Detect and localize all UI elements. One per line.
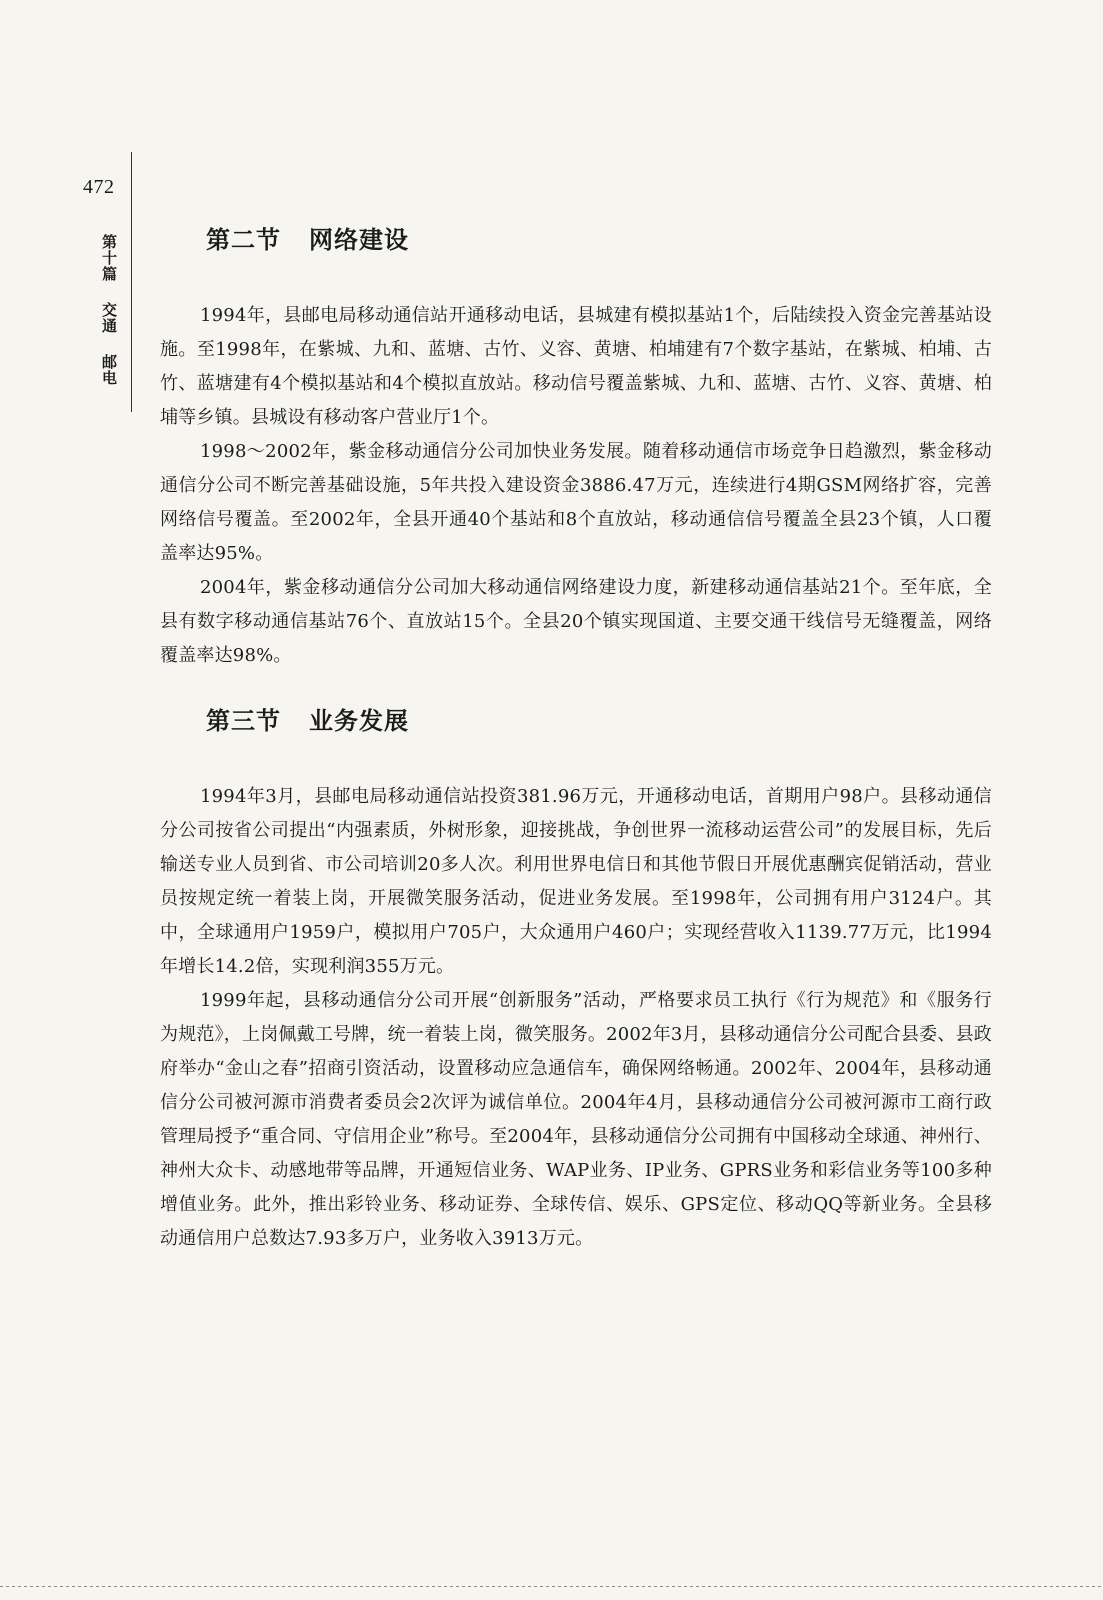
paragraph: 2004年，紫金移动通信分公司加大移动通信网络建设力度，新建移动通信基站21个。至年底，全县有数字移动通信基站76个、直放站15个。全县20个镇实现国道、主要交通干线信号无缝覆盖，网络覆盖率达98%。 — [160, 577, 992, 666]
running-head — [88, 234, 118, 386]
section-heading-business — [206, 701, 992, 736]
running-head-part: 第十篇 — [100, 234, 118, 282]
page-number: 472 — [83, 176, 115, 198]
paragraph: 1994年，县邮电局移动通信站开通移动电话，县城建有模拟基站1个，后陆续投入资金完善基站设施。至1998年，在紫城、九和、蓝塘、古竹、义容、黄塘、柏埔建有7个数字基站，在紫城、柏埔、古竹、蓝塘建有4个模拟基站和4个模拟直放站。移动信号覆盖紫城、九和、蓝塘、古竹、义容、黄塘、柏埔等乡镇。县城设有移动客户营业厅1个。 — [160, 305, 992, 428]
section-number: 第二节 — [206, 226, 281, 254]
section-body-network — [160, 299, 992, 673]
section-heading-network — [206, 220, 992, 255]
paragraph: 1998～2002年，紫金移动通信分公司加快业务发展。随着移动通信市场竞争日趋激烈，紫金移动通信分公司不断完善基础设施，5年共投入建设资金3886.47万元，连续进行4期GSM网络扩容，完善网络信号覆盖。至2002年，全县开通40个基站和8个直放站，移动通信信号覆盖全县23个镇，人口覆盖率达95%。 — [160, 441, 992, 564]
section-number: 第三节 — [206, 707, 281, 735]
page-content — [160, 220, 992, 1256]
section-body-business — [160, 780, 992, 1256]
running-head-chapter2: 邮电 — [100, 354, 118, 387]
paragraph: 1999年起，县移动通信分公司开展“创新服务”活动，严格要求员工执行《行为规范》和《服务行为规范》，上岗佩戴工号牌，统一着装上岗，微笑服务。2002年3月，县移动通信分公司配合县委、县政府举办“金山之春”招商引资活动，设置移动应急通信车，确保网络畅通。2002年、2004年，县移动通信分公司被河源市消费者委员会2次评为诚信单位。2004年4月，县移动通信分公司被河源市工商行政管理局授予“重合同、守信用企业”称号。至2004年，县移动通信分公司拥有中国移动全球通、神州行、神州大众卡、动感地带等品牌，开通短信业务、WAP业务、IP业务、GPRS业务和彩信业务等100多种增值业务。此外，推出彩铃业务、移动证券、全球传信、娱乐、GPS定位、移动QQ等新业务。全县移动通信用户总数达7.93多万户，业务收入3913万元。 — [160, 990, 992, 1249]
running-head-chapter1: 交通 — [100, 302, 118, 335]
margin-rule — [131, 152, 132, 412]
section-title: 业务发展 — [309, 707, 409, 735]
paragraph: 1994年3月，县邮电局移动通信站投资381.96万元，开通移动电话，首期用户98户。县移动通信分公司按省公司提出“内强素质，外树形象，迎接挑战，争创世界一流移动运营公司”的发展目标，先后输送专业人员到省、市公司培训20多人次。利用世界电信日和其他节假日开展优惠酬宾促销活动，营业员按规定统一着装上岗，开展微笑服务活动，促进业务发展。至1998年，公司拥有用户3124户。其中，全球通用户1959户，模拟用户705户，大众通用户460户；实现经营收入1139.77万元，比1994年增长14.2倍，实现利润355万元。 — [160, 786, 992, 977]
scan-bottom-rule — [0, 1586, 1103, 1587]
section-title: 网络建设 — [309, 226, 409, 254]
